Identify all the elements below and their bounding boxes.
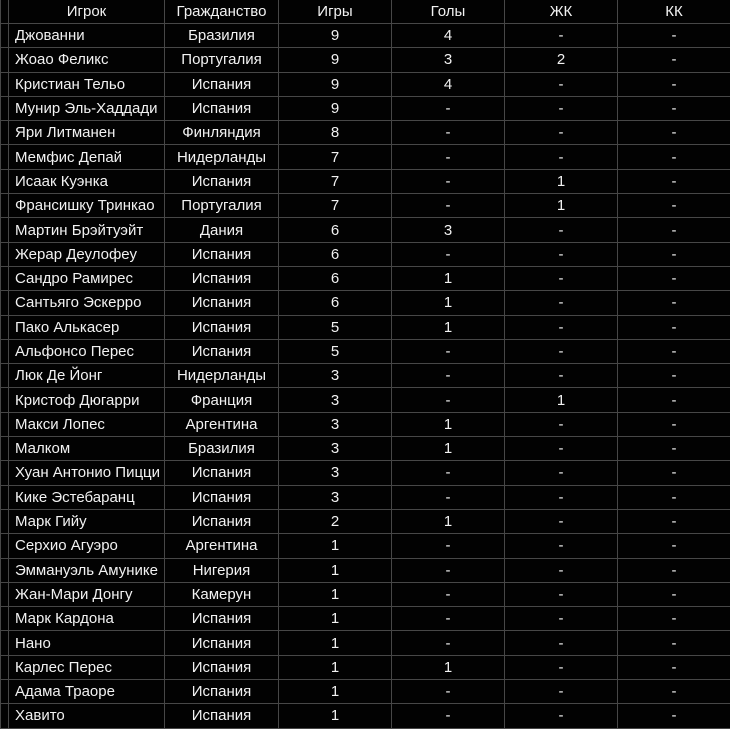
cell-player: Серхио Агуэро xyxy=(9,534,165,558)
cell-yellow-cards: - xyxy=(505,364,618,388)
cell-player: Сантьяго Эскерро xyxy=(9,291,165,315)
cell-yellow-cards: - xyxy=(505,437,618,461)
cell-goals: - xyxy=(392,364,505,388)
table-row xyxy=(1,534,730,558)
cell-games: 8 xyxy=(279,121,392,145)
cell-red-cards: - xyxy=(618,96,730,120)
cell-nationality: Испания xyxy=(165,315,279,339)
cell-goals: - xyxy=(392,242,505,266)
cell-nationality: Испания xyxy=(165,72,279,96)
table-row xyxy=(1,339,730,363)
cell-goals: - xyxy=(392,582,505,606)
cell-player: Малком xyxy=(9,437,165,461)
cell-player: Карлес Перес xyxy=(9,655,165,679)
cell-player: Пако Алькасер xyxy=(9,315,165,339)
cell-player: Жан-Мари Донгу xyxy=(9,582,165,606)
cell-player: Жерар Деулофеу xyxy=(9,242,165,266)
cell-player: Марк Гийу xyxy=(9,509,165,533)
table-row xyxy=(1,704,730,728)
left-sliver-cell xyxy=(1,291,9,315)
cell-yellow-cards: - xyxy=(505,680,618,704)
cell-red-cards: - xyxy=(618,364,730,388)
table-row xyxy=(1,194,730,218)
cell-goals: - xyxy=(392,485,505,509)
cell-nationality: Испания xyxy=(165,339,279,363)
cell-games: 1 xyxy=(279,680,392,704)
cell-games: 3 xyxy=(279,412,392,436)
header-row xyxy=(1,0,730,24)
table-row xyxy=(1,485,730,509)
cell-player: Нано xyxy=(9,631,165,655)
cell-yellow-cards: - xyxy=(505,509,618,533)
left-sliver-cell xyxy=(1,509,9,533)
cell-red-cards: - xyxy=(618,169,730,193)
table-row xyxy=(1,169,730,193)
table-row xyxy=(1,461,730,485)
cell-games: 1 xyxy=(279,631,392,655)
cell-nationality: Аргентина xyxy=(165,534,279,558)
left-sliver-cell xyxy=(1,339,9,363)
left-sliver-cell xyxy=(1,412,9,436)
left-sliver-cell xyxy=(1,461,9,485)
cell-yellow-cards: - xyxy=(505,24,618,48)
cell-red-cards: - xyxy=(618,485,730,509)
cell-red-cards: - xyxy=(618,680,730,704)
cell-goals: 1 xyxy=(392,509,505,533)
cell-yellow-cards: - xyxy=(505,218,618,242)
cell-nationality: Испания xyxy=(165,461,279,485)
cell-red-cards: - xyxy=(618,558,730,582)
cell-player: Мунир Эль-Хаддади xyxy=(9,96,165,120)
cell-nationality: Испания xyxy=(165,655,279,679)
cell-games: 6 xyxy=(279,266,392,290)
left-sliver-cell xyxy=(1,218,9,242)
left-sliver-cell xyxy=(1,680,9,704)
cell-games: 3 xyxy=(279,364,392,388)
cell-red-cards: - xyxy=(618,607,730,631)
cell-red-cards: - xyxy=(618,121,730,145)
table-row xyxy=(1,655,730,679)
cell-player: Джованни xyxy=(9,24,165,48)
cell-goals: 1 xyxy=(392,437,505,461)
left-sliver-cell xyxy=(1,607,9,631)
table-row xyxy=(1,412,730,436)
cell-games: 3 xyxy=(279,388,392,412)
cell-red-cards: - xyxy=(618,534,730,558)
cell-games: 1 xyxy=(279,582,392,606)
cell-nationality: Нигерия xyxy=(165,558,279,582)
left-sliver-cell xyxy=(1,266,9,290)
cell-games: 3 xyxy=(279,461,392,485)
cell-nationality: Испания xyxy=(165,680,279,704)
left-sliver-cell xyxy=(1,704,9,728)
table-row xyxy=(1,291,730,315)
cell-games: 1 xyxy=(279,655,392,679)
left-sliver-cell xyxy=(1,388,9,412)
cell-nationality: Испания xyxy=(165,631,279,655)
cell-red-cards: - xyxy=(618,48,730,72)
cell-player: Кристиан Тельо xyxy=(9,72,165,96)
table-body xyxy=(1,24,730,729)
table-row xyxy=(1,680,730,704)
left-sliver-cell xyxy=(1,169,9,193)
cell-player: Хуан Антонио Пицци xyxy=(9,461,165,485)
cell-nationality: Испания xyxy=(165,266,279,290)
cell-games: 1 xyxy=(279,704,392,728)
cell-nationality: Португалия xyxy=(165,194,279,218)
left-sliver-cell xyxy=(1,96,9,120)
cell-player: Яри Литманен xyxy=(9,121,165,145)
left-sliver-header xyxy=(1,0,9,24)
cell-red-cards: - xyxy=(618,315,730,339)
cell-goals: 3 xyxy=(392,48,505,72)
table-row xyxy=(1,437,730,461)
cell-nationality: Нидерланды xyxy=(165,364,279,388)
cell-yellow-cards: - xyxy=(505,412,618,436)
cell-yellow-cards: - xyxy=(505,607,618,631)
left-sliver-cell xyxy=(1,315,9,339)
left-sliver-cell xyxy=(1,72,9,96)
cell-goals: 4 xyxy=(392,72,505,96)
cell-goals: 1 xyxy=(392,315,505,339)
cell-yellow-cards: - xyxy=(505,534,618,558)
cell-nationality: Бразилия xyxy=(165,437,279,461)
cell-nationality: Нидерланды xyxy=(165,145,279,169)
left-sliver-cell xyxy=(1,48,9,72)
cell-player: Альфонсо Перес xyxy=(9,339,165,363)
left-sliver-cell xyxy=(1,194,9,218)
column-header-yellow-cards: ЖК xyxy=(505,0,618,24)
cell-yellow-cards: - xyxy=(505,242,618,266)
table-row xyxy=(1,315,730,339)
cell-player: Сандро Рамирес xyxy=(9,266,165,290)
cell-yellow-cards: 2 xyxy=(505,48,618,72)
cell-games: 6 xyxy=(279,242,392,266)
cell-red-cards: - xyxy=(618,145,730,169)
table-row xyxy=(1,72,730,96)
cell-red-cards: - xyxy=(618,631,730,655)
cell-yellow-cards: - xyxy=(505,704,618,728)
cell-yellow-cards: - xyxy=(505,485,618,509)
cell-player: Марк Кардона xyxy=(9,607,165,631)
cell-red-cards: - xyxy=(618,194,730,218)
cell-red-cards: - xyxy=(618,242,730,266)
cell-red-cards: - xyxy=(618,72,730,96)
cell-nationality: Франция xyxy=(165,388,279,412)
cell-goals: 1 xyxy=(392,291,505,315)
cell-player: Люк Де Йонг xyxy=(9,364,165,388)
left-sliver-cell xyxy=(1,242,9,266)
cell-player: Жоао Феликс xyxy=(9,48,165,72)
cell-goals: - xyxy=(392,680,505,704)
cell-nationality: Испания xyxy=(165,607,279,631)
cell-games: 6 xyxy=(279,218,392,242)
cell-games: 3 xyxy=(279,437,392,461)
table-row xyxy=(1,558,730,582)
cell-red-cards: - xyxy=(618,266,730,290)
cell-goals: - xyxy=(392,145,505,169)
cell-player: Кристоф Дюгарри xyxy=(9,388,165,412)
cell-yellow-cards: - xyxy=(505,266,618,290)
cell-goals: - xyxy=(392,607,505,631)
cell-player: Франсишку Тринкао xyxy=(9,194,165,218)
cell-yellow-cards: - xyxy=(505,558,618,582)
table-row xyxy=(1,145,730,169)
table-row xyxy=(1,364,730,388)
cell-yellow-cards: 1 xyxy=(505,194,618,218)
cell-nationality: Камерун xyxy=(165,582,279,606)
cell-games: 3 xyxy=(279,485,392,509)
cell-games: 9 xyxy=(279,24,392,48)
table-row xyxy=(1,121,730,145)
cell-goals: - xyxy=(392,558,505,582)
cell-player: Мемфис Депай xyxy=(9,145,165,169)
left-sliver-cell xyxy=(1,24,9,48)
table-row xyxy=(1,509,730,533)
cell-nationality: Испания xyxy=(165,242,279,266)
cell-red-cards: - xyxy=(618,291,730,315)
cell-games: 1 xyxy=(279,558,392,582)
cell-red-cards: - xyxy=(618,218,730,242)
cell-games: 9 xyxy=(279,72,392,96)
cell-red-cards: - xyxy=(618,582,730,606)
cell-goals: - xyxy=(392,339,505,363)
cell-nationality: Аргентина xyxy=(165,412,279,436)
left-sliver-cell xyxy=(1,534,9,558)
cell-nationality: Испания xyxy=(165,96,279,120)
cell-nationality: Испания xyxy=(165,169,279,193)
cell-red-cards: - xyxy=(618,412,730,436)
cell-yellow-cards: - xyxy=(505,72,618,96)
cell-goals: - xyxy=(392,96,505,120)
table-row xyxy=(1,631,730,655)
cell-games: 6 xyxy=(279,291,392,315)
cell-games: 2 xyxy=(279,509,392,533)
cell-goals: 4 xyxy=(392,24,505,48)
cell-red-cards: - xyxy=(618,339,730,363)
cell-yellow-cards: - xyxy=(505,582,618,606)
cell-nationality: Дания xyxy=(165,218,279,242)
cell-games: 1 xyxy=(279,534,392,558)
table-row xyxy=(1,266,730,290)
cell-goals: - xyxy=(392,388,505,412)
cell-nationality: Финляндия xyxy=(165,121,279,145)
cell-nationality: Испания xyxy=(165,485,279,509)
left-sliver-cell xyxy=(1,558,9,582)
table-row xyxy=(1,48,730,72)
table-row xyxy=(1,607,730,631)
cell-goals: - xyxy=(392,461,505,485)
cell-games: 1 xyxy=(279,607,392,631)
cell-yellow-cards: - xyxy=(505,315,618,339)
cell-yellow-cards: - xyxy=(505,461,618,485)
cell-goals: - xyxy=(392,121,505,145)
cell-red-cards: - xyxy=(618,437,730,461)
cell-player: Кике Эстебаранц xyxy=(9,485,165,509)
cell-yellow-cards: - xyxy=(505,291,618,315)
cell-red-cards: - xyxy=(618,704,730,728)
column-header-nationality: Гражданство xyxy=(165,0,279,24)
cell-yellow-cards: - xyxy=(505,96,618,120)
column-header-games: Игры xyxy=(279,0,392,24)
cell-player: Макси Лопес xyxy=(9,412,165,436)
cell-goals: - xyxy=(392,631,505,655)
table-header xyxy=(1,0,730,24)
cell-yellow-cards: - xyxy=(505,631,618,655)
left-sliver-cell xyxy=(1,121,9,145)
cell-goals: - xyxy=(392,194,505,218)
cell-red-cards: - xyxy=(618,655,730,679)
cell-yellow-cards: - xyxy=(505,339,618,363)
cell-red-cards: - xyxy=(618,24,730,48)
cell-red-cards: - xyxy=(618,509,730,533)
table-row xyxy=(1,24,730,48)
left-sliver-cell xyxy=(1,145,9,169)
cell-player: Хавито xyxy=(9,704,165,728)
cell-player: Исаак Куэнка xyxy=(9,169,165,193)
table-row xyxy=(1,242,730,266)
cell-red-cards: - xyxy=(618,461,730,485)
column-header-goals: Голы xyxy=(392,0,505,24)
left-sliver-cell xyxy=(1,364,9,388)
cell-nationality: Испания xyxy=(165,291,279,315)
column-header-player: Игрок xyxy=(9,0,165,24)
left-sliver-cell xyxy=(1,437,9,461)
cell-yellow-cards: 1 xyxy=(505,169,618,193)
cell-goals: 3 xyxy=(392,218,505,242)
cell-games: 7 xyxy=(279,145,392,169)
cell-player: Эммануэль Амунике xyxy=(9,558,165,582)
cell-goals: 1 xyxy=(392,655,505,679)
cell-yellow-cards: - xyxy=(505,145,618,169)
cell-yellow-cards: - xyxy=(505,121,618,145)
cell-player: Адама Траоре xyxy=(9,680,165,704)
cell-goals: 1 xyxy=(392,266,505,290)
cell-goals: - xyxy=(392,534,505,558)
cell-nationality: Испания xyxy=(165,704,279,728)
cell-player: Мартин Брэйтуэйт xyxy=(9,218,165,242)
cell-games: 5 xyxy=(279,315,392,339)
table-row xyxy=(1,218,730,242)
cell-nationality: Бразилия xyxy=(165,24,279,48)
column-header-red-cards: КК xyxy=(618,0,730,24)
cell-games: 7 xyxy=(279,194,392,218)
left-sliver-cell xyxy=(1,631,9,655)
cell-games: 9 xyxy=(279,96,392,120)
cell-goals: - xyxy=(392,169,505,193)
cell-nationality: Португалия xyxy=(165,48,279,72)
cell-red-cards: - xyxy=(618,388,730,412)
left-sliver-cell xyxy=(1,485,9,509)
cell-games: 9 xyxy=(279,48,392,72)
table-row xyxy=(1,582,730,606)
cell-goals: - xyxy=(392,704,505,728)
left-sliver-cell xyxy=(1,655,9,679)
left-sliver-cell xyxy=(1,582,9,606)
cell-goals: 1 xyxy=(392,412,505,436)
table-row xyxy=(1,96,730,120)
cell-nationality: Испания xyxy=(165,509,279,533)
cell-yellow-cards: - xyxy=(505,655,618,679)
cell-games: 7 xyxy=(279,169,392,193)
cell-games: 5 xyxy=(279,339,392,363)
cell-yellow-cards: 1 xyxy=(505,388,618,412)
table-row xyxy=(1,388,730,412)
